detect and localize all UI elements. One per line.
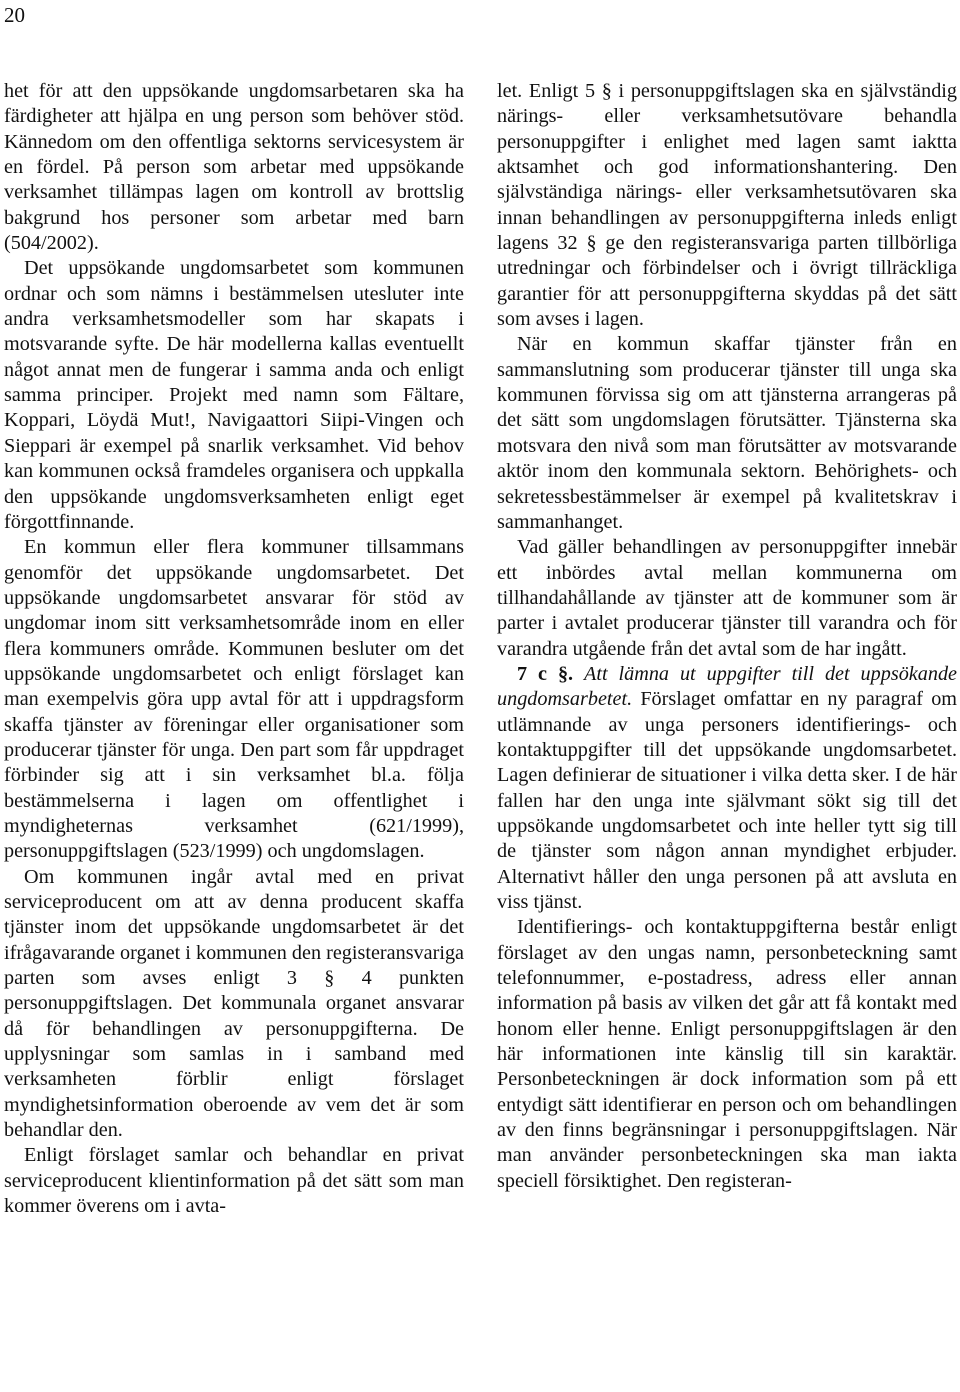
section-label: 7 c §. [517,662,574,685]
paragraph: Vad gäller behandlingen av personuppgifter innebär ett inbördes avtal mellan kommunerna om tillhandahållande av tjänster att de kommuner som är parter i avtalet producerar tjänster till varandra och för varandra utgående från det avtal som de har ingått. [497,536,957,660]
paragraph: När en kommun skaffar tjänster från en sammanslutning som producerar tjänster till unga ska kommunen förvissa sig om att tjänsterna arrangeras på det sätt som ungdomslagen förutsätter. Tjänsterna ska motsvara den nivå som man förutsätter av motsvarande aktör inom den kommunala sektorn. Behörighets- och sekretessbestämmelser är exempel på kvalitetskrav i sammanhanget. [497,333,957,533]
paragraph: Om kommunen ingår avtal med en privat serviceproducent om att av denna producent skaffa tjänster inom det uppsökande ungdomsarbetet är det ifrågavarande organet i kommunen den registeransvariga parten som avses enligt 3 § 4 punkten personuppgiftslagen. Det kommunala organet ansvarar då för behandlingen av personuppgifterna. De upplysningar som samlas in i samband med verksamheten förblir enligt förslaget myndighetsinformation oberoende av vem det är som behandlar den. [4,865,464,1142]
section-paragraph [497,662,957,915]
section-title: Att lämna ut uppgifter till det uppsökande ungdomsarbetet. [497,662,957,711]
paragraph: let. Enligt 5 § i personuppgiftslagen ska en självständig närings- eller verksamhetsutövare behandla personuppgifter i enlighet med lagen samt iaktta aktsamhet och god informationshantering. Den självständiga närings- eller verksamhetsutövaren ska innan behandlingen av personuppgifterna inleds enligt lagens 32 § ge den registeransvariga parten tillbörliga utredningar och förbindelser och i övrigt tillräckliga garantier för att personuppgifterna skyddas på det sätt som avses i lagen. [497,80,957,331]
paragraph: Enligt förslaget samlar och behandlar en privat serviceproducent klientinformation på det sätt som man kommer överens om i avta- [4,1144,464,1218]
left-column [4,79,464,1219]
right-column [497,79,957,1194]
section-text: Förslaget omfattar en ny paragraf om utlämnande av unga personers identifierings- och kontaktuppgifter till det uppsökande ungdomsarbetet. Lagen definierar de situationer i vilka detta sker. I de här fallen har den unga inte självmant sökt sig till det uppsökande ungdomsarbetet och inte heller tytt sig till de tjänster som någon annan myndighet erbjuder. Alternativt håller den unga personen på att avsluta en viss tjänst. [497,688,957,913]
page-number: 20 [4,3,25,27]
paragraph: En kommun eller flera kommuner tillsammans genomför det uppsökande ungdomsarbetet. Det uppsökande ungdomsarbetet ansvarar för stöd av ungdomar inom sitt verksamhetsområde inom en eller flera kommuners område. Kommunen besluter om det uppsökande ungdomsarbetet och enligt förslaget kan man exempelvis göra upp avtal för att i uppdragsform skaffa tjänster av föreningar eller organisationer som producerar tjänster för unga. Den part som får uppdraget förbinder sig att i sin verksamhet bl.a. följa bestämmelserna i lagen om offentlighet i myndigheternas verksamhet (621/1999), personuppgiftslagen (523/1999) och ungdomslagen. [4,536,464,863]
paragraph: Identifierings- och kontaktuppgifterna består enligt förslaget av den ungas namn, personbeteckning samt telefonnummer, e-postadress, adress eller annan information på basis av vilken det går att få kontakt med honom eller henne. Enligt personuppgiftslagen är den här informationen inte känslig till sin karaktär. Personbeteckningen är dock information som på ett entydigt sätt identifierar en person och om behandlingen av den finns begränsningar i personuppgiftslagen. När man använder personbeteckningen ska man iakta speciell försiktighet. Den registeran- [497,916,957,1192]
paragraph: het för att den uppsökande ungdomsarbetaren ska ha färdigheter att hjälpa en ung person som behöver stöd. Kännedom om den offentliga sektorns servicesystem är en fördel. På person som arbetar med uppsökande verksamhet tillämpas lagen om kontroll av brottslig bakgrund hos personer som arbetar med barn (504/2002). [4,80,464,255]
paragraph: Det uppsökande ungdomsarbetet som kommunen ordnar och som nämns i bestämmelsen utesluter inte andra verksamhetsmodeller som har skapats i motsvarande syfte. De här modellerna kallas eventuellt något annat men de fungerar i samma anda och enligt samma principer. Projekt med namn som Fältare, Koppari, Löydä Mut!, Navigaattori Siipi-Vingen och Sieppari är exempel på snarlik verksamhet. Vid behov kan kommunen också framdeles organisera och uppkalla den uppsökande ungdomsverksamheten enligt eget förgottfinnande. [4,257,464,533]
